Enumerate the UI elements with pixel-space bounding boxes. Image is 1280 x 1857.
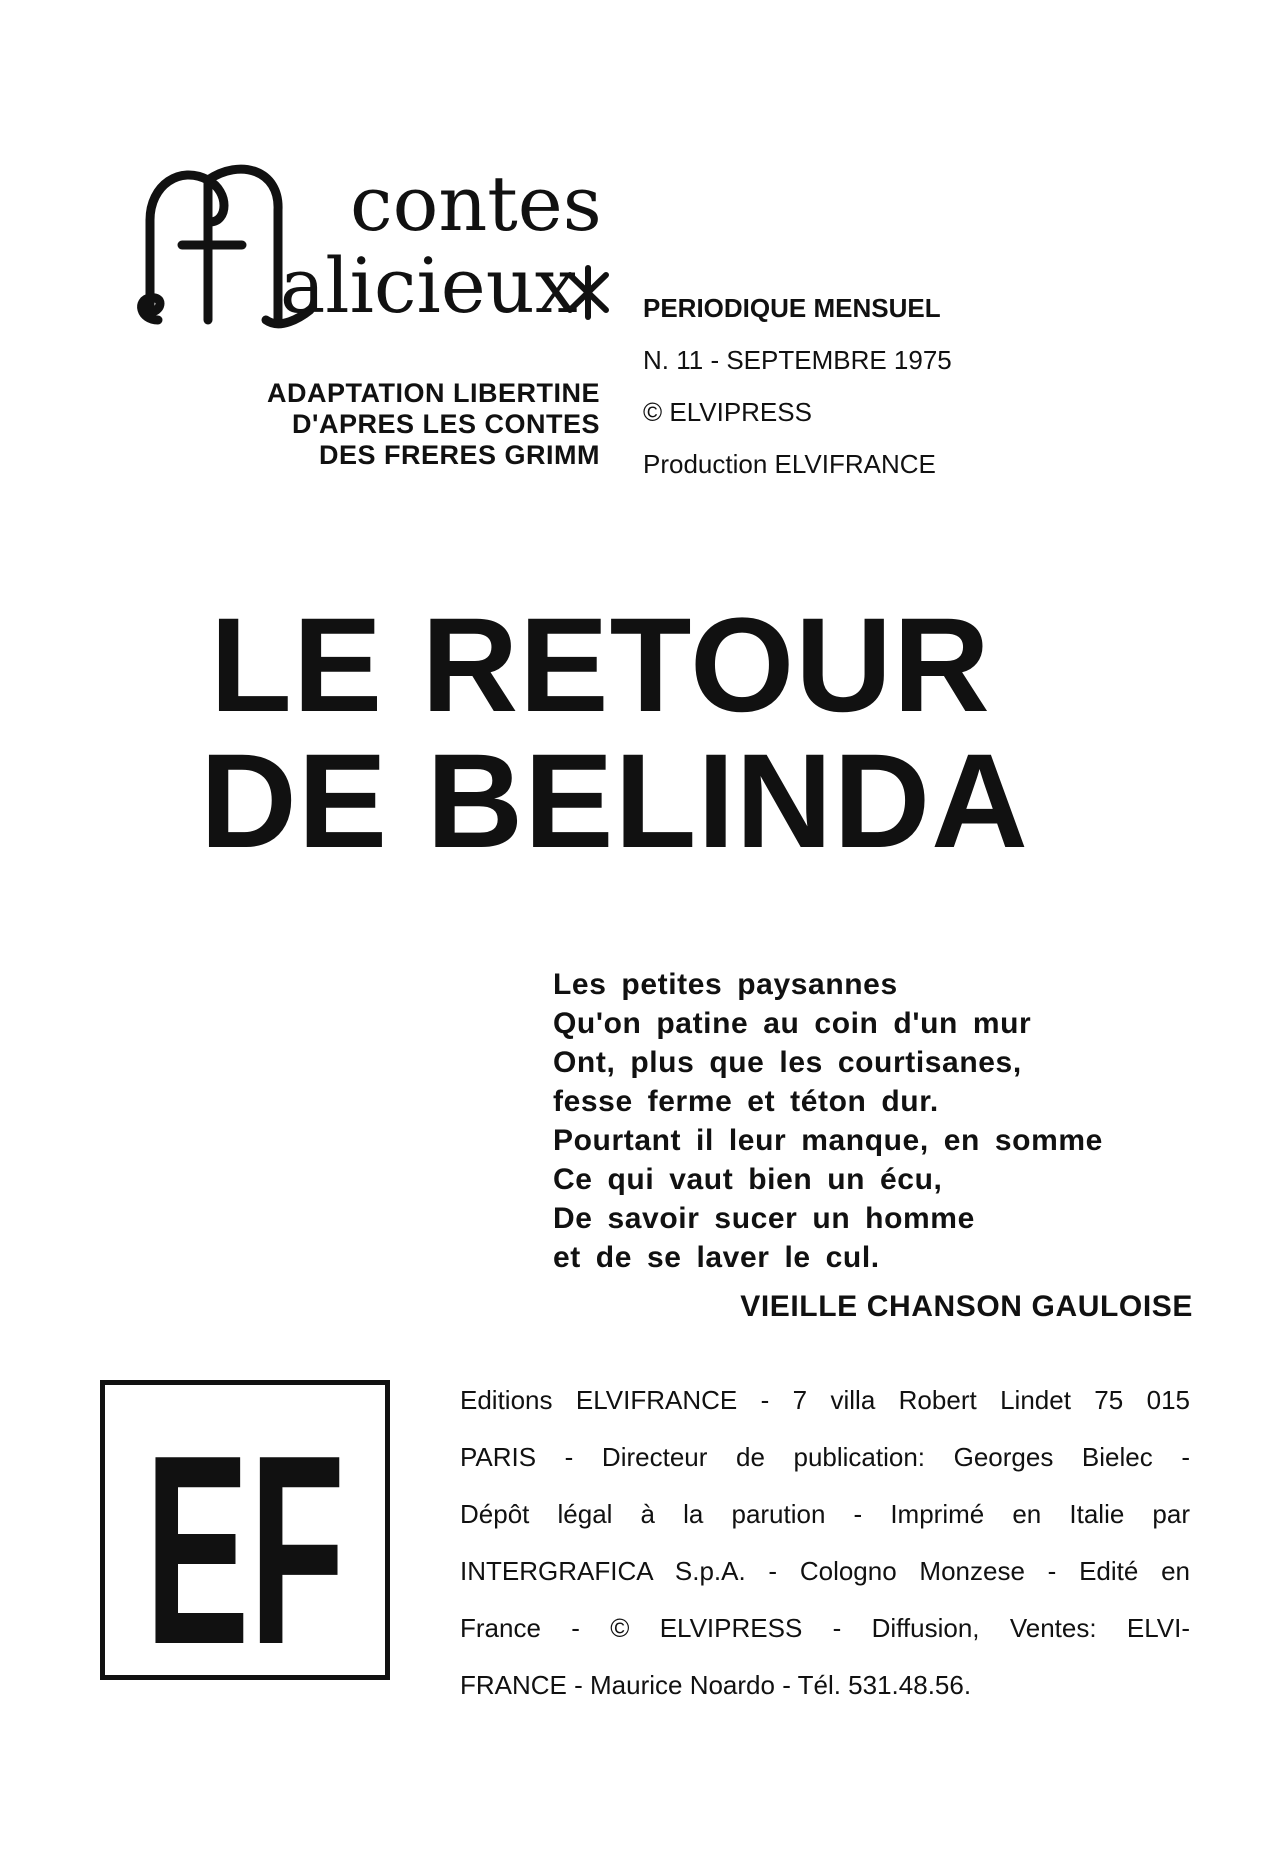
- ef-logo-icon: [100, 1380, 390, 1701]
- page-title: [200, 591, 1110, 876]
- poem-verse: Ce qui vaut bien un écu,: [553, 1163, 943, 1196]
- svg-text:alicieux: alicieux: [280, 241, 578, 330]
- publication-info: [643, 282, 1063, 490]
- poem-verse: fesse ferme et téton dur.: [553, 1085, 939, 1118]
- editor-line: Editions ELVIFRANCE - 7 villa Robert Lindet 75 015: [460, 1385, 1190, 1415]
- editor-line: PARIS - Directeur de publication: Georges Bielec -: [460, 1442, 1190, 1472]
- poem-verse: Ont, plus que les courtisanes,: [553, 1046, 1022, 1079]
- editor-line: Dépôt légal à la parution - Imprimé en Italie par: [460, 1499, 1190, 1529]
- editor-line: INTERGRAFICA S.p.A. - Cologno Monzese - Edité en: [460, 1556, 1190, 1586]
- svg-text:EF: EF: [145, 1400, 345, 1701]
- editor-info: [460, 1372, 1190, 1714]
- svg-text:contes: contes: [350, 159, 602, 248]
- title-line-2: DE BELINDA: [200, 727, 1029, 876]
- title-line-1: LE RETOUR: [210, 591, 991, 740]
- poem-verse: Qu'on patine au coin d'un mur: [553, 1007, 1032, 1040]
- periodicity: PERIODIQUE MENSUEL: [643, 293, 941, 323]
- editor-line: France - © ELVIPRESS - Diffusion, Ventes: ELVI-: [460, 1613, 1190, 1643]
- adaptation-line: D'APRES LES CONTES: [292, 409, 600, 439]
- production: Production ELVIFRANCE: [643, 449, 936, 479]
- adaptation-line: DES FRERES GRIMM: [318, 440, 600, 470]
- poem-verse: Les petites paysannes: [553, 968, 898, 1001]
- poem-source: VIEILLE CHANSON GAULOISE: [740, 1290, 1193, 1323]
- contes-malicieux-logo-icon: [130, 160, 610, 330]
- adaptation-line: ADAPTATION LIBERTINE: [267, 378, 600, 408]
- poem-verse: et de se laver le cul.: [553, 1241, 880, 1274]
- poem-verse: Pourtant il leur manque, en somme: [553, 1124, 1103, 1157]
- editor-last-line: FRANCE - Maurice Noardo - Tél. 531.48.56.: [460, 1670, 972, 1700]
- poem: [553, 965, 1193, 1277]
- adaptation-subtitle: [230, 378, 600, 471]
- issue-number: N. 11 - SEPTEMBRE 1975: [643, 345, 952, 375]
- copyright: © ELVIPRESS: [643, 397, 812, 427]
- poem-verse: De savoir sucer un homme: [553, 1202, 975, 1235]
